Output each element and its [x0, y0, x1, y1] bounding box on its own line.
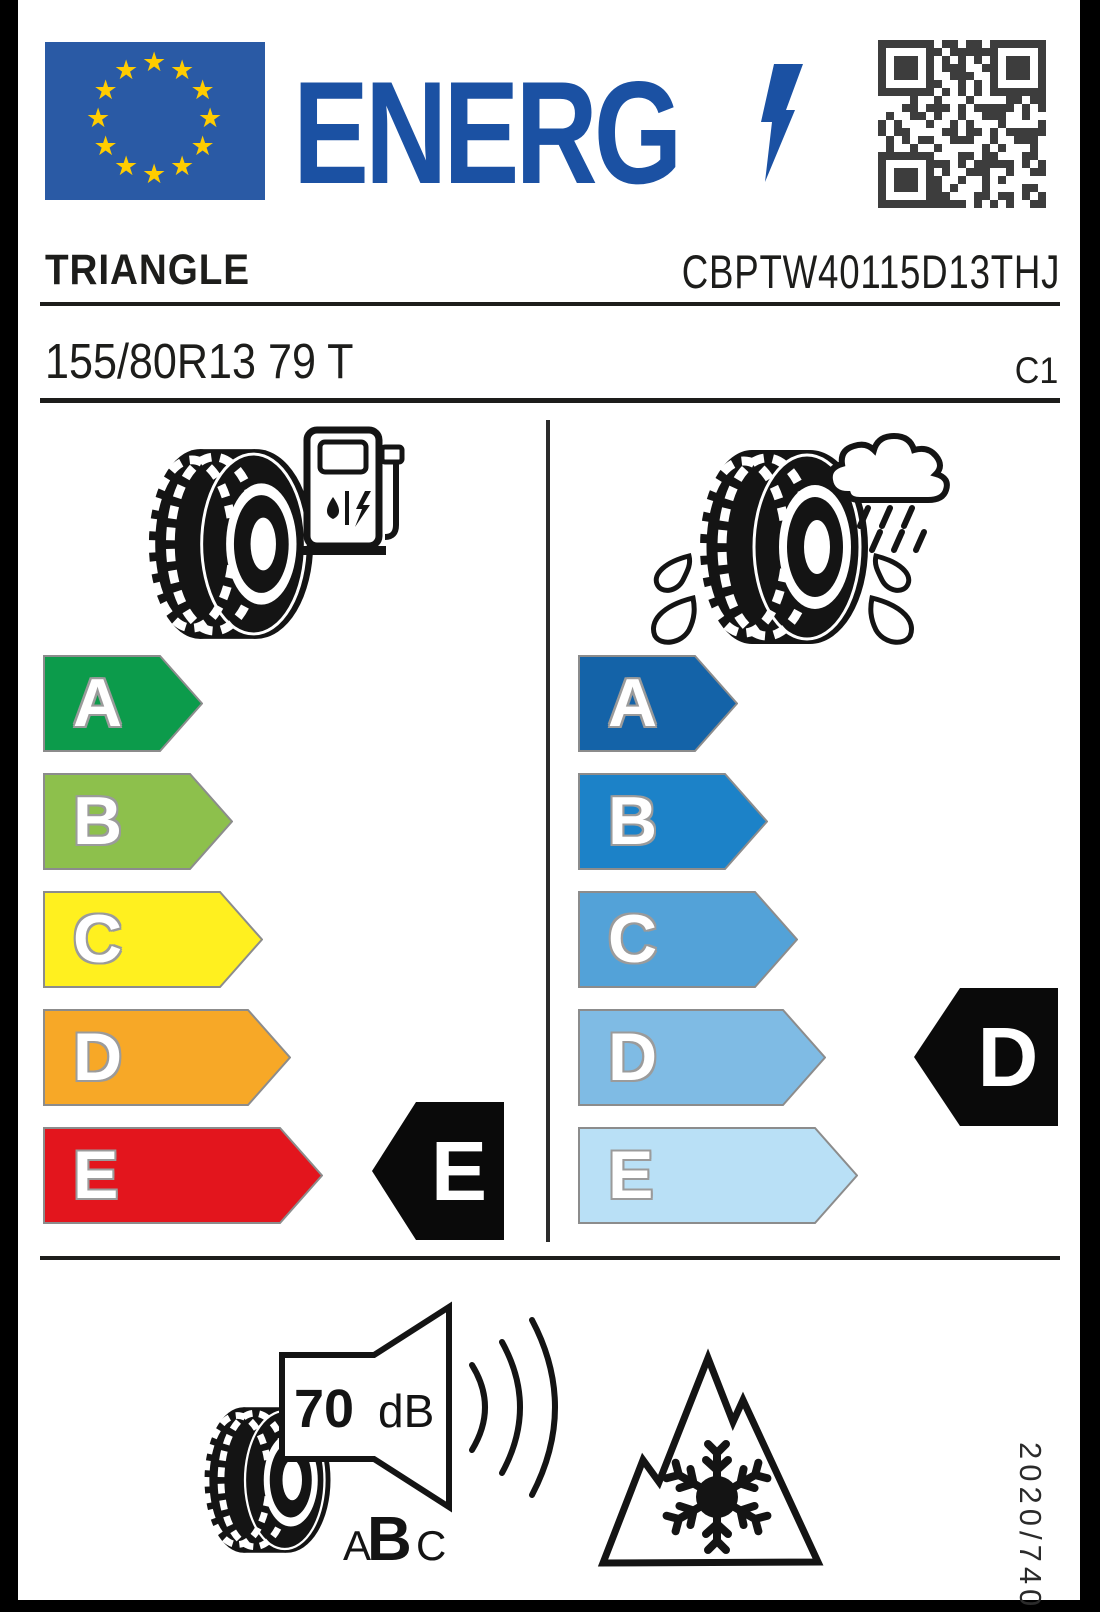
eu-flag-star: ★	[190, 75, 215, 105]
frame-right	[1080, 0, 1100, 1612]
fuel-rating-arrow-c	[43, 891, 263, 988]
eu-flag-star: ★	[93, 75, 118, 105]
tyre-size: 155/80R13 79 T	[45, 335, 354, 389]
separator-line	[40, 1256, 1060, 1260]
wet-rating-value: D	[977, 1010, 1039, 1104]
separator-line	[40, 302, 1060, 306]
rating-letter: D	[608, 1019, 658, 1095]
rating-letter: D	[73, 1019, 123, 1095]
noise-icon-group	[150, 1270, 610, 1600]
tyre-class: C1	[1014, 350, 1058, 391]
eu-flag-star: ★	[142, 47, 167, 77]
rating-letter: A	[608, 665, 658, 741]
frame-left	[0, 0, 18, 1612]
eu-flag-star: ★	[190, 131, 215, 161]
rating-letter: B	[608, 783, 658, 859]
eu-flag-star: ★	[114, 151, 139, 182]
rating-letter: E	[608, 1137, 654, 1213]
fuel-rating-arrow-b	[43, 773, 233, 870]
eu-flag-star: ★	[86, 103, 111, 133]
article-code: CBPTW40115D13THJ	[681, 245, 1060, 298]
eu-flag-star: ★	[198, 103, 223, 133]
noise-class-b: B	[367, 1505, 412, 1574]
separator-line	[40, 398, 1060, 403]
fuel-tyre-icon	[143, 446, 319, 642]
qr-code	[878, 40, 1046, 208]
fuel-rating-value: E	[430, 1124, 488, 1218]
fuel-pump-icon	[302, 425, 407, 567]
noise-db-unit: dB	[378, 1385, 435, 1437]
rating-letter: C	[608, 901, 658, 977]
fuel-rating-arrow-e	[43, 1127, 323, 1224]
eu-flag-star: ★	[114, 54, 139, 85]
fuel-rating-arrow-d	[43, 1009, 291, 1106]
brand-name: TRIANGLE	[45, 246, 251, 294]
eu-flag	[45, 42, 265, 200]
eu-flag-star: ★	[142, 159, 167, 189]
rating-letter: A	[73, 665, 123, 741]
wet-rating-arrow-e	[578, 1127, 858, 1224]
wet-rating-arrow-b	[578, 773, 768, 870]
water-splash-icon	[860, 552, 920, 647]
rain-cloud-icon	[820, 424, 960, 564]
rating-letter: E	[73, 1137, 119, 1213]
fuel-rating-indicator	[370, 1100, 506, 1242]
eu-flag-star: ★	[170, 54, 195, 85]
wet-rating-indicator	[912, 986, 1060, 1128]
energ-logo: ENERG	[293, 51, 679, 214]
sound-wave-icon	[472, 1320, 555, 1495]
noise-class-a: A	[343, 1522, 372, 1569]
wet-rating-arrow-a	[578, 655, 738, 752]
water-splash-icon	[645, 552, 705, 647]
rating-letter: C	[73, 901, 123, 977]
snow-mountain-icon	[580, 1300, 840, 1590]
regulation-number: 2020/740	[1013, 1442, 1048, 1612]
column-divider	[546, 420, 550, 1242]
eu-flag-star: ★	[170, 151, 195, 182]
lightning-bolt-icon	[757, 64, 805, 182]
wet-rating-arrow-c	[578, 891, 798, 988]
noise-class-c: C	[416, 1522, 447, 1569]
wet-rating-arrow-d	[578, 1009, 826, 1106]
frame-bottom	[0, 1600, 1100, 1612]
rating-letter: B	[73, 783, 123, 859]
eu-flag-star: ★	[93, 131, 118, 161]
fuel-rating-arrow-a	[43, 655, 203, 752]
noise-db-value: 70	[294, 1379, 355, 1439]
